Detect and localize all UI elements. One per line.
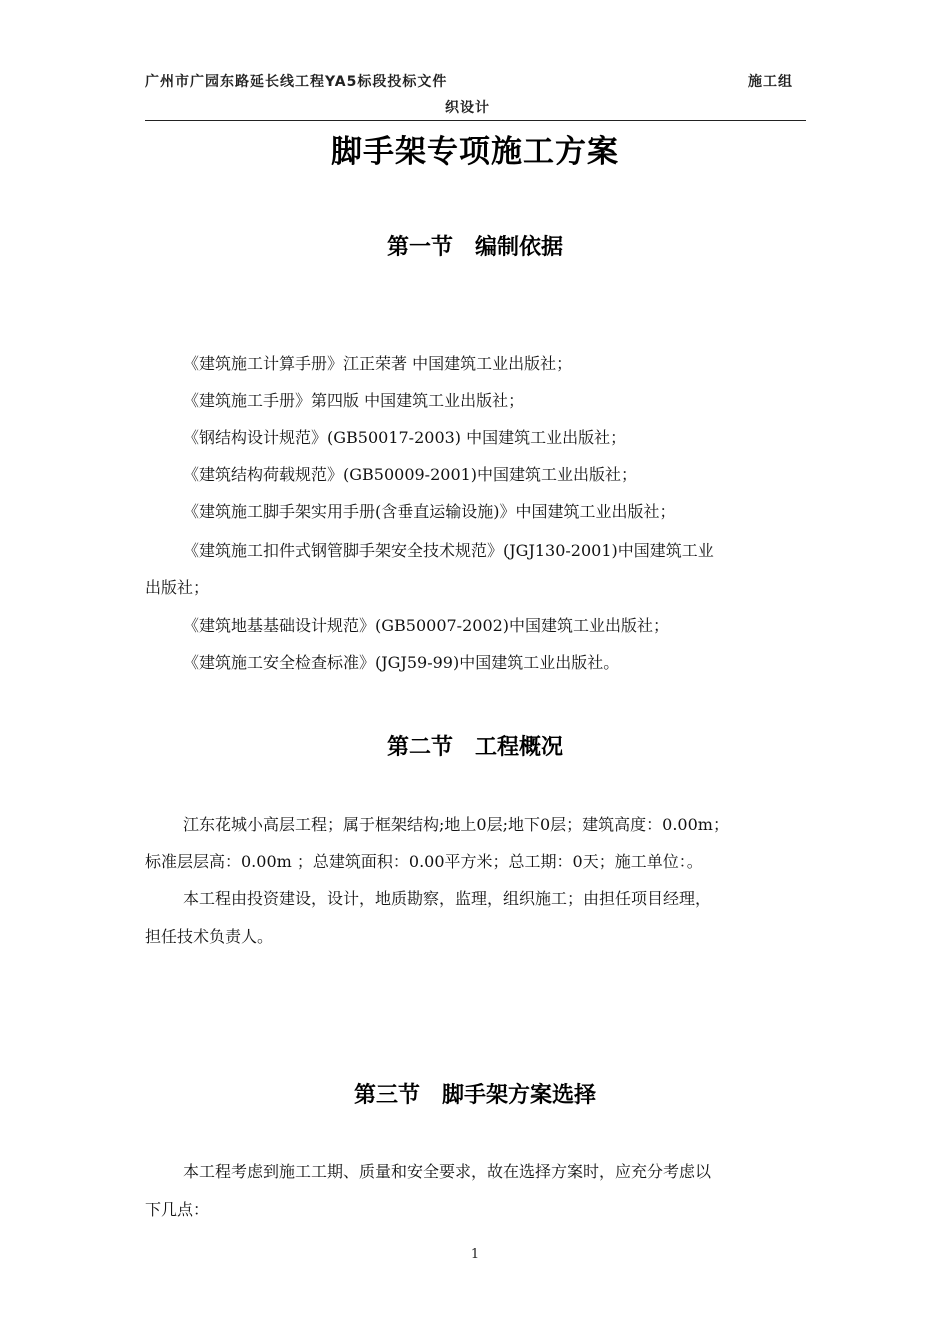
running-header-left: 广州市广园东路延长线工程YA5标段投标文件 <box>145 74 448 90</box>
section-heading-3: 第三节 脚手架方案选择 <box>353 1083 596 1108</box>
page-number: 1 <box>470 1247 480 1262</box>
running-header-right: 施工组 <box>748 74 793 90</box>
reference-item: 《建筑施工计算手册》江正荣著 中国建筑工业出版社； <box>183 354 573 373</box>
reference-item: 《建筑施工扣件式钢管脚手架安全技术规范》(JGJ130-2001)中国建筑工业 <box>183 541 714 560</box>
section-heading-2: 第二节 工程概况 <box>386 735 563 760</box>
paragraph-line: 本工程由投资建设，设计，地质勘察，监理，组织施工；由担任项目经理， <box>183 889 712 908</box>
header-rule <box>145 120 806 121</box>
reference-item-continuation: 出版社； <box>145 578 210 597</box>
running-header-continuation: 织设计 <box>445 100 490 116</box>
document-title: 脚手架专项施工方案 <box>331 134 619 170</box>
reference-item: 《建筑结构荷载规范》(GB50009-2001)中国建筑工业出版社； <box>183 465 638 484</box>
reference-item: 《建筑地基基础设计规范》(GB50007-2002)中国建筑工业出版社； <box>183 616 670 635</box>
reference-item: 《建筑施工手册》第四版 中国建筑工业出版社； <box>183 391 525 410</box>
reference-item: 《建筑施工安全检查标准》(JGJ59-99)中国建筑工业出版社。 <box>183 653 620 672</box>
paragraph-line: 标准层层高：0.00m ；总建筑面积：0.00平方米；总工期：0天；施工单位：。 <box>145 852 703 871</box>
paragraph-line: 江东花城小高层工程；属于框架结构;地上0层;地下0层；建筑高度：0.00m； <box>183 815 729 834</box>
paragraph-line: 担任技术负责人。 <box>145 927 274 946</box>
reference-item: 《钢结构设计规范》(GB50017-2003) 中国建筑工业出版社； <box>183 428 627 447</box>
paragraph-line: 本工程考虑到施工工期、质量和安全要求，故在选择方案时，应充分考虑以 <box>183 1162 712 1181</box>
section-heading-1: 第一节 编制依据 <box>386 235 563 260</box>
reference-item: 《建筑施工脚手架实用手册(含垂直运输设施)》中国建筑工业出版社； <box>183 502 676 521</box>
paragraph-line: 下几点： <box>145 1200 210 1219</box>
